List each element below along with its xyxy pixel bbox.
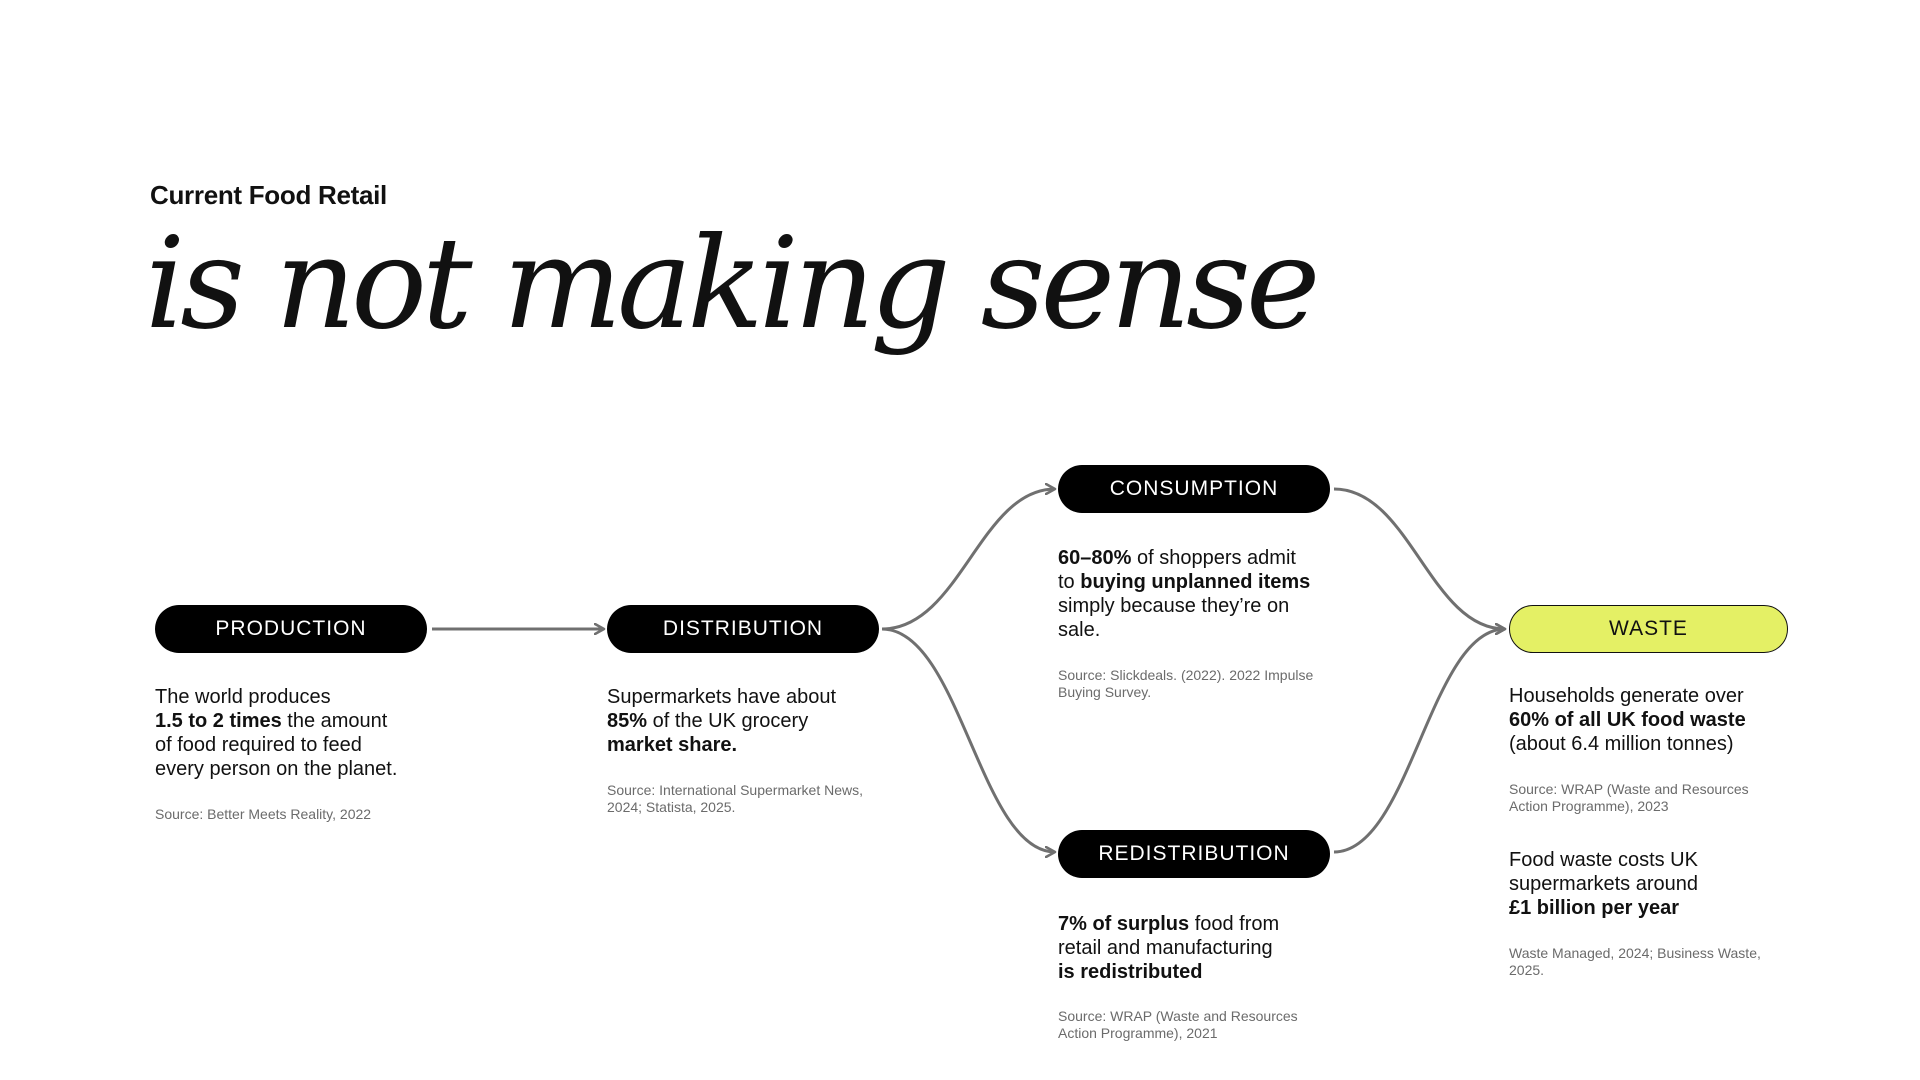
body-text: The world produces — [155, 686, 331, 708]
headline: is not making sense — [145, 210, 1316, 357]
production-pill — [155, 605, 427, 653]
emphasis-text: buying unplanned items — [1080, 571, 1311, 593]
emphasis-text: market share. — [607, 734, 738, 756]
production-label: PRODUCTION — [215, 617, 367, 640]
kicker-title: Current Food Retail — [150, 180, 387, 210]
emphasis-text: 85% — [607, 710, 648, 732]
consumption-label: CONSUMPTION — [1109, 477, 1279, 500]
waste-cost-source — [1509, 945, 1761, 979]
arrow-redistribution-waste — [1334, 629, 1505, 852]
consumption-source-line: Buying Survey. — [1058, 684, 1152, 700]
body-text: retail and manufacturing — [1058, 937, 1273, 959]
production-source: Source: Better Meets Reality, 2022 — [155, 806, 372, 822]
emphasis-text: 7% of surplus — [1058, 913, 1190, 935]
consumption-description — [1058, 546, 1310, 642]
distribution-pill — [607, 605, 879, 653]
waste-cost-source-line: Waste Managed, 2024; Business Waste, — [1509, 945, 1761, 961]
redistribution-label: REDISTRIBUTION — [1098, 842, 1290, 865]
body-text: of food required to feed — [155, 734, 362, 756]
consumption-source-line: Source: Slickdeals. (2022). 2022 Impulse — [1058, 667, 1314, 683]
body-text: of the UK grocery — [647, 710, 809, 732]
redistribution-source-line: Action Programme), 2021 — [1058, 1025, 1218, 1041]
body-text: Food waste costs UK — [1509, 849, 1698, 871]
waste-label: WASTE — [1609, 617, 1688, 640]
consumption-source — [1058, 667, 1313, 701]
body-text: the amount — [281, 710, 388, 732]
body-text: sale. — [1058, 619, 1101, 641]
redistribution-description — [1058, 912, 1279, 984]
arrow-distribution-consumption — [882, 489, 1055, 629]
body-text: food from — [1189, 913, 1280, 935]
redistribution-source-line: Source: WRAP (Waste and Resources — [1058, 1008, 1298, 1024]
body-text: to — [1058, 571, 1081, 593]
body-text: simply because they’re on — [1058, 595, 1290, 617]
waste-source-line: Source: WRAP (Waste and Resources — [1509, 781, 1749, 797]
production-description — [155, 685, 397, 781]
emphasis-text: £1 billion per year — [1509, 897, 1680, 919]
consumption-pill — [1058, 465, 1330, 513]
emphasis-text: 60% of all UK food waste — [1509, 709, 1746, 731]
emphasis-text: 1.5 to 2 times — [155, 710, 282, 732]
distribution-source — [607, 782, 863, 816]
redistribution-source — [1058, 1008, 1298, 1042]
waste-description — [1509, 684, 1746, 756]
waste-source — [1509, 781, 1749, 815]
body-text: supermarkets around — [1509, 873, 1698, 895]
waste-cost-source-line: 2025. — [1509, 962, 1545, 978]
emphasis-text: is redistributed — [1058, 961, 1203, 983]
body-text: Supermarkets have about — [607, 686, 837, 708]
waste-source-line: Action Programme), 2023 — [1509, 798, 1669, 814]
redistribution-pill — [1058, 830, 1330, 878]
distribution-label: DISTRIBUTION — [662, 617, 824, 640]
arrow-consumption-waste — [1334, 489, 1505, 629]
emphasis-text: 60–80% — [1058, 547, 1132, 569]
arrow-distribution-redistribution — [882, 629, 1055, 852]
body-text: every person on the planet. — [155, 758, 398, 780]
body-text: of shoppers admit — [1131, 547, 1296, 569]
distribution-source-line: 2024; Statista, 2025. — [607, 799, 736, 815]
body-text: Households generate over — [1509, 685, 1744, 707]
waste-pill — [1509, 605, 1788, 653]
body-text: (about 6.4 million tonnes) — [1509, 733, 1734, 755]
distribution-description — [607, 685, 836, 757]
distribution-source-line: Source: International Supermarket News, — [607, 782, 864, 798]
waste-cost-description — [1509, 848, 1698, 920]
